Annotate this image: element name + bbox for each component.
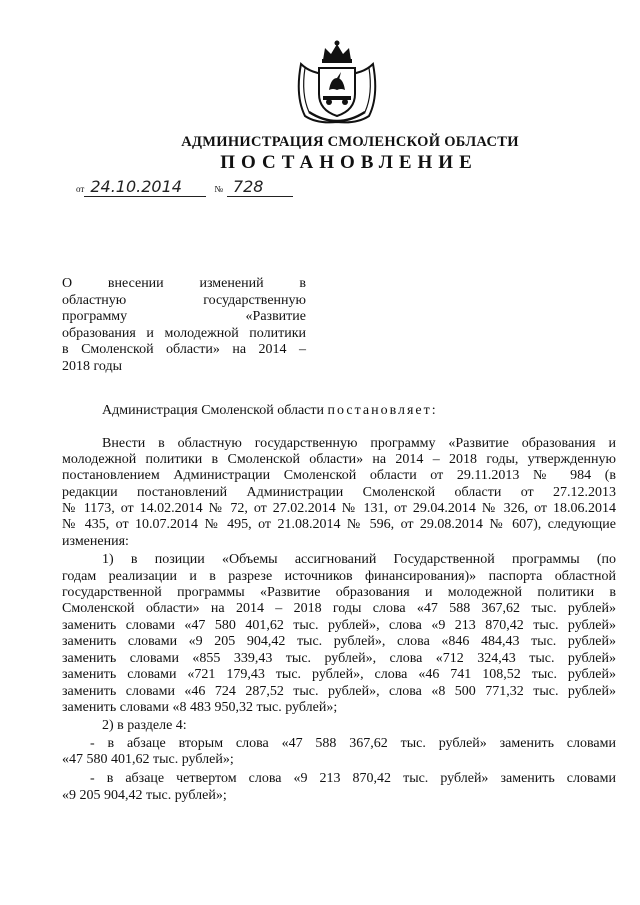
subject-line: 2018 годы: [62, 358, 123, 374]
handwritten-number: 728: [227, 178, 293, 197]
subject-block: [62, 276, 306, 376]
paragraph-line: заменить словами «721 179,43 тыс. рублей», слова «46 741 108,52 тыс. рублей»: [62, 667, 616, 682]
paragraph-line: № 435, от 10.07.2014 № 495, от 21.08.2014 № 596, от 29.08.2014 № 607), следующие: [62, 517, 616, 532]
coat-of-arms-emblem: [295, 38, 379, 124]
subject-line: в Смоленской области» на 2014 –: [62, 342, 306, 358]
paragraph-line: Внести в областную государственную программу «Развитие образования и: [102, 436, 616, 451]
organization-title: АДМИНИСТРАЦИЯ СМОЛЕНСКОЙ ОБЛАСТИ: [181, 134, 519, 150]
intro-decree-word: постановляет:: [327, 403, 438, 418]
paragraph-line: редакции постановлений Администрации Смоленской области от 27.12.2013: [62, 485, 616, 500]
paragraph-line: заменить словами «47 580 401,62 тыс. рублей», слова «9 213 870,42 тыс. рублей»: [62, 618, 616, 633]
subject-line: областную государственную: [62, 292, 306, 308]
paragraph-line: 1) в позиции «Объемы ассигнований Государственной программы (по: [102, 552, 616, 567]
handwritten-date: 24.10.2014: [84, 178, 206, 197]
document-type-title: ПОСТАНОВЛЕНИЕ: [220, 152, 478, 173]
subject-line: О внесении изменений в: [62, 276, 306, 291]
paragraph-line: заменить словами «855 339,43 тыс. рублей», слова «712 324,43 тыс. рублей»: [62, 651, 616, 666]
paragraph-line: молодежной политики в Смоленской области» на 2014 – 2018 годы, утвержденную: [62, 452, 616, 467]
date-number-line: [76, 178, 293, 197]
paragraph-line: «47 580 401,62 тыс. рублей»;: [62, 752, 234, 767]
paragraph-line: заменить словами «9 205 904,42 тыс. рублей», слова «846 484,43 тыс. рублей»: [62, 634, 616, 649]
subject-line: образования и молодежной политики: [62, 325, 306, 341]
paragraph-line: - в абзаце вторым слова «47 588 367,62 тыс. рублей» заменить словами: [90, 736, 616, 751]
paragraph-line: № 1173, от 14.02.2014 № 72, от 27.02.2014 № 131, от 29.04.2014 № 326, от 18.06.2014: [62, 501, 616, 516]
paragraph-line: годам реализации и в разрезе источников финансирования)» паспорта областной: [62, 569, 616, 584]
number-prefix: №: [214, 184, 223, 194]
paragraph-line: изменения:: [62, 534, 129, 549]
paragraph-line: «9 205 904,42 тыс. рублей»;: [62, 788, 227, 803]
paragraph-line: - в абзаце четвертом слова «9 213 870,42 тыс. рублей» заменить словами: [90, 771, 616, 786]
paragraph-line: заменить словами «46 724 287,52 тыс. рублей», слова «8 500 771,32 тыс. рублей»: [62, 684, 616, 699]
date-prefix: от: [76, 184, 85, 194]
subject-line: программу «Развитие: [62, 309, 306, 325]
intro-line: [62, 403, 616, 419]
paragraph-line: 2) в разделе 4:: [102, 718, 187, 733]
paragraph-line: заменить словами «8 483 950,32 тыс. рублей»;: [62, 700, 338, 715]
paragraph-line: постановлением Администрации Смоленской области от 29.11.2013 № 984 (в: [62, 468, 616, 483]
paragraph-line: государственной программы «Развитие образования и молодежной политики в: [62, 585, 616, 600]
paragraph-line: Смоленской области» на 2014 – 2018 годы слова «47 588 367,62 тыс. рублей»: [62, 601, 616, 616]
intro-text: Администрация Смоленской области: [102, 403, 328, 418]
